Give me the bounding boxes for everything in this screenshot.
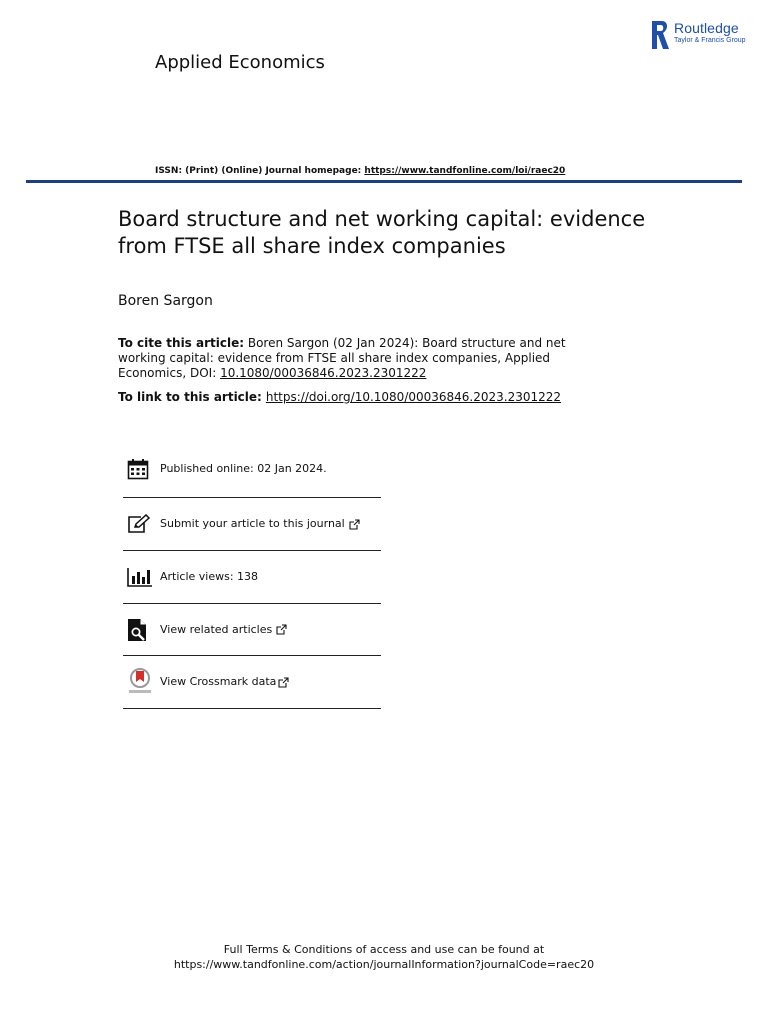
external-link-icon xyxy=(349,519,360,530)
cite-text: Boren Sargon (02 Jan 2024): Board structure and net working capital: evidence from FTSE all share index companies, Applied Economics, DOI: xyxy=(118,336,566,380)
article-views-label: Article views: 138 xyxy=(160,570,259,583)
publisher-name: Routledge xyxy=(674,20,739,36)
edit-icon xyxy=(127,514,157,534)
article-title: Board structure and net working capital: evidence from FTSE all share index companies xyxy=(118,207,646,258)
related-articles-link[interactable]: View related articles xyxy=(160,622,273,636)
crossmark-link[interactable]: View Crossmark data xyxy=(160,675,277,688)
external-link-icon xyxy=(276,624,287,635)
journal-homepage-link[interactable]: https://www.tandfonline.com/loi/raec20 xyxy=(364,166,566,176)
crossmark-icon xyxy=(127,668,157,696)
link-label: To link to this article: xyxy=(118,390,262,404)
info-item-crossmark[interactable] xyxy=(123,656,381,709)
publisher-logo[interactable] xyxy=(651,20,746,50)
bar-chart-icon xyxy=(127,567,157,587)
publisher-logo-text xyxy=(674,20,746,45)
submit-article-link[interactable]: Submit your article to this journal xyxy=(160,517,345,530)
external-link-icon xyxy=(278,677,289,688)
issn-line xyxy=(155,165,565,177)
info-item-views xyxy=(123,551,381,604)
publisher-subtitle: Taylor & Francis Group xyxy=(674,37,746,44)
issn-prefix: ISSN: (Print) (Online) Journal homepage: xyxy=(155,166,365,176)
calendar-icon xyxy=(127,458,157,480)
header-divider xyxy=(26,180,742,183)
search-document-icon xyxy=(127,618,157,642)
article-link-line xyxy=(118,390,678,405)
citation-block xyxy=(118,336,588,381)
terms-line: Full Terms & Conditions of access and use can be found at xyxy=(223,943,545,956)
terms-url[interactable]: https://www.tandfonline.com/action/journalInformation?journalCode=raec20 xyxy=(173,958,595,971)
article-info-list xyxy=(123,440,381,709)
published-online-label: Published online: 02 Jan 2024. xyxy=(160,461,327,475)
cite-label: To cite this article: xyxy=(118,336,245,350)
info-item-submit[interactable] xyxy=(123,498,381,551)
journal-title: Applied Economics xyxy=(155,52,325,73)
article-doi-url-link[interactable]: https://doi.org/10.1080/00036846.2023.2301222 xyxy=(265,390,562,404)
info-item-published xyxy=(123,440,381,498)
article-author: Boren Sargon xyxy=(118,293,213,309)
doi-link[interactable]: 10.1080/00036846.2023.2301222 xyxy=(220,366,427,380)
routledge-logo-icon xyxy=(651,20,671,50)
terms-footer xyxy=(0,942,768,972)
info-item-related[interactable] xyxy=(123,604,381,656)
